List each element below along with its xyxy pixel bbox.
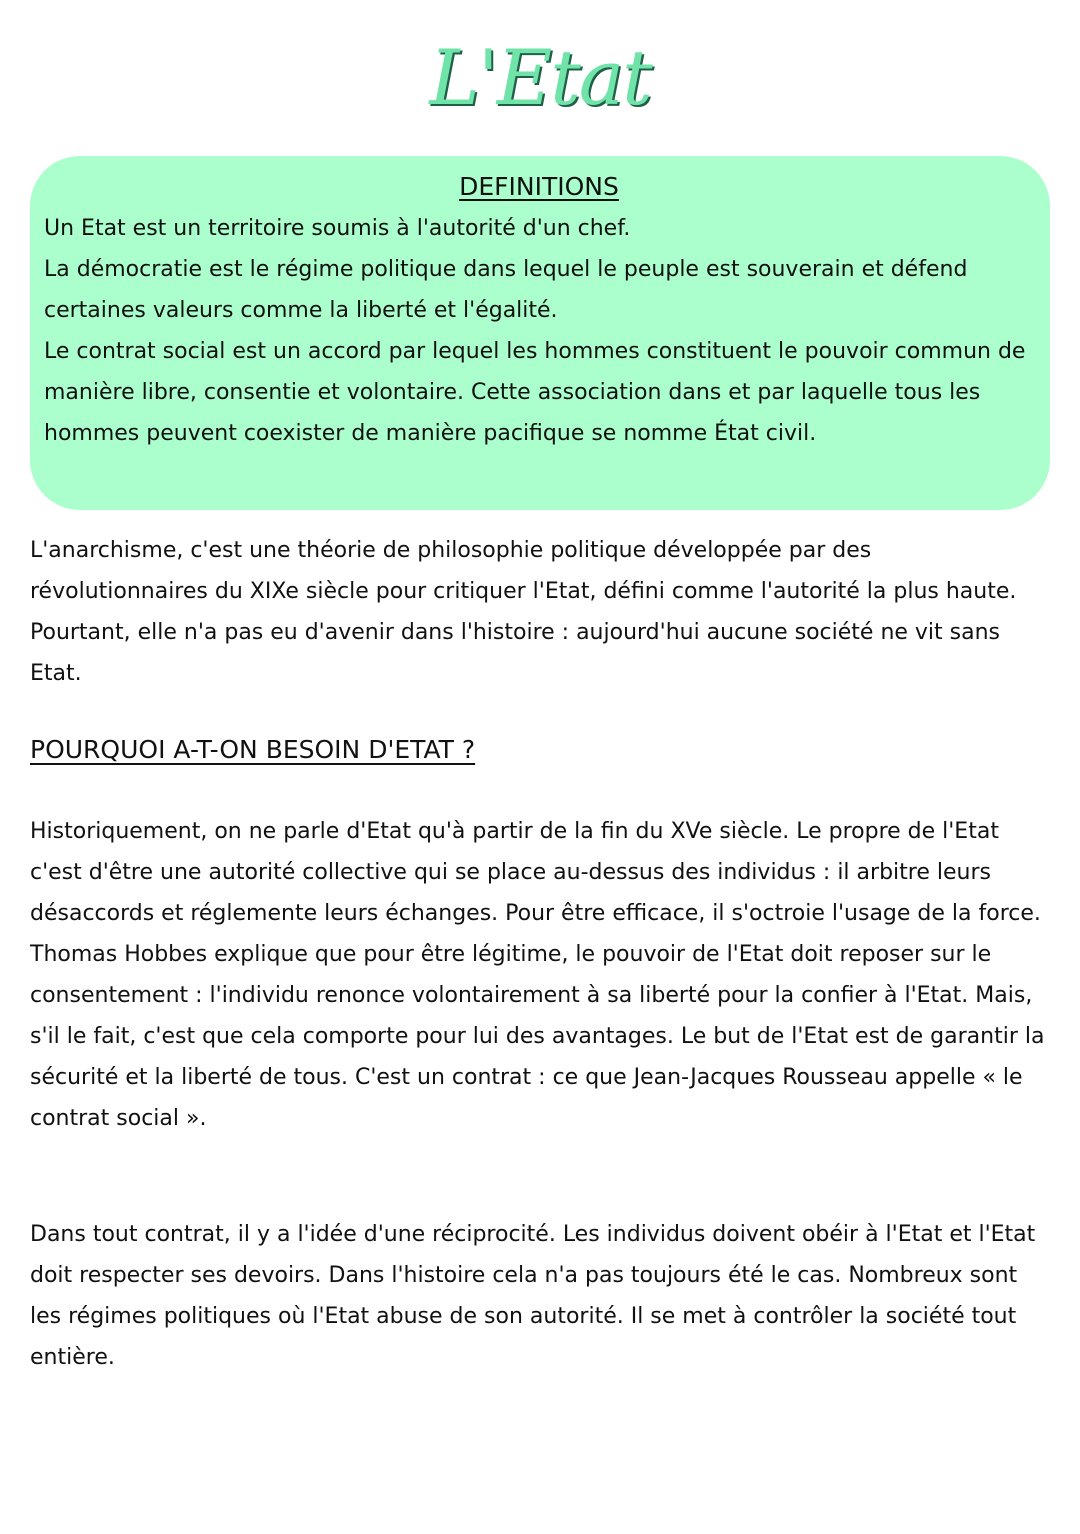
page-title: L'Etat <box>429 33 651 122</box>
section-paragraph-2: Dans tout contrat, il y a l'idée d'une réciprocité. Les individus doivent obéir à l'Etat et l'Etat doit respecter ses devoirs. Dans l'histoire cela n'a pas toujours été le cas. Nombreux sont les régimes politiques où l'Etat abuse de son autorité. Il se met à contrôler la société tout entière. <box>30 1222 1036 1370</box>
section-paragraph-1: Historiquement, on ne parle d'Etat qu'à partir de la fin du XVe siècle. Le propre de l'Etat c'est d'être une autorité collective qui se place au-dessus des individus : il arbitre leurs désaccords et réglemente leurs échanges. Pour être efficace, il s'octroie l'usage de la force. Thomas Hobbes explique que pour être légitime, le pouvoir de l'Etat doit reposer sur le consentement : l'individu renonce volontairement à sa liberté pour la confier à l'Etat. Mais, s'il le fait, c'est que cela comporte pour lui des avantages. Le but de l'Etat est de garantir la sécurité et la liberté de tous. C'est un contrat : ce que Jean-Jacques Rousseau appelle « le contrat social ». <box>30 819 1045 1131</box>
definition-contrat-social: Le contrat social est un accord par lequel les hommes constituent le pouvoir commun de manière libre, consentie et volontaire. Cette association dans et par laquelle tous les hommes peuvent coexister de manière pacifique se nomme État civil. <box>44 339 1026 446</box>
section-heading: POURQUOI A-T-ON BESOIN D'ETAT ? <box>30 735 476 764</box>
definitions-heading: DEFINITIONS <box>459 172 619 201</box>
definitions-box <box>30 156 1050 510</box>
definition-democratie: La démocratie est le régime politique dans lequel le peuple est souverain et défend certaines valeurs comme la liberté et l'égalité. <box>44 257 968 323</box>
intro-paragraph: L'anarchisme, c'est une théorie de philosophie politique développée par des révolutionnaires du XIXe siècle pour critiquer l'Etat, défini comme l'autorité la plus haute. Pourtant, elle n'a pas eu d'avenir dans l'histoire : aujourd'hui aucune société ne vit sans Etat. <box>30 538 1017 686</box>
definition-etat: Un Etat est un territoire soumis à l'autorité d'un chef. <box>44 216 631 241</box>
